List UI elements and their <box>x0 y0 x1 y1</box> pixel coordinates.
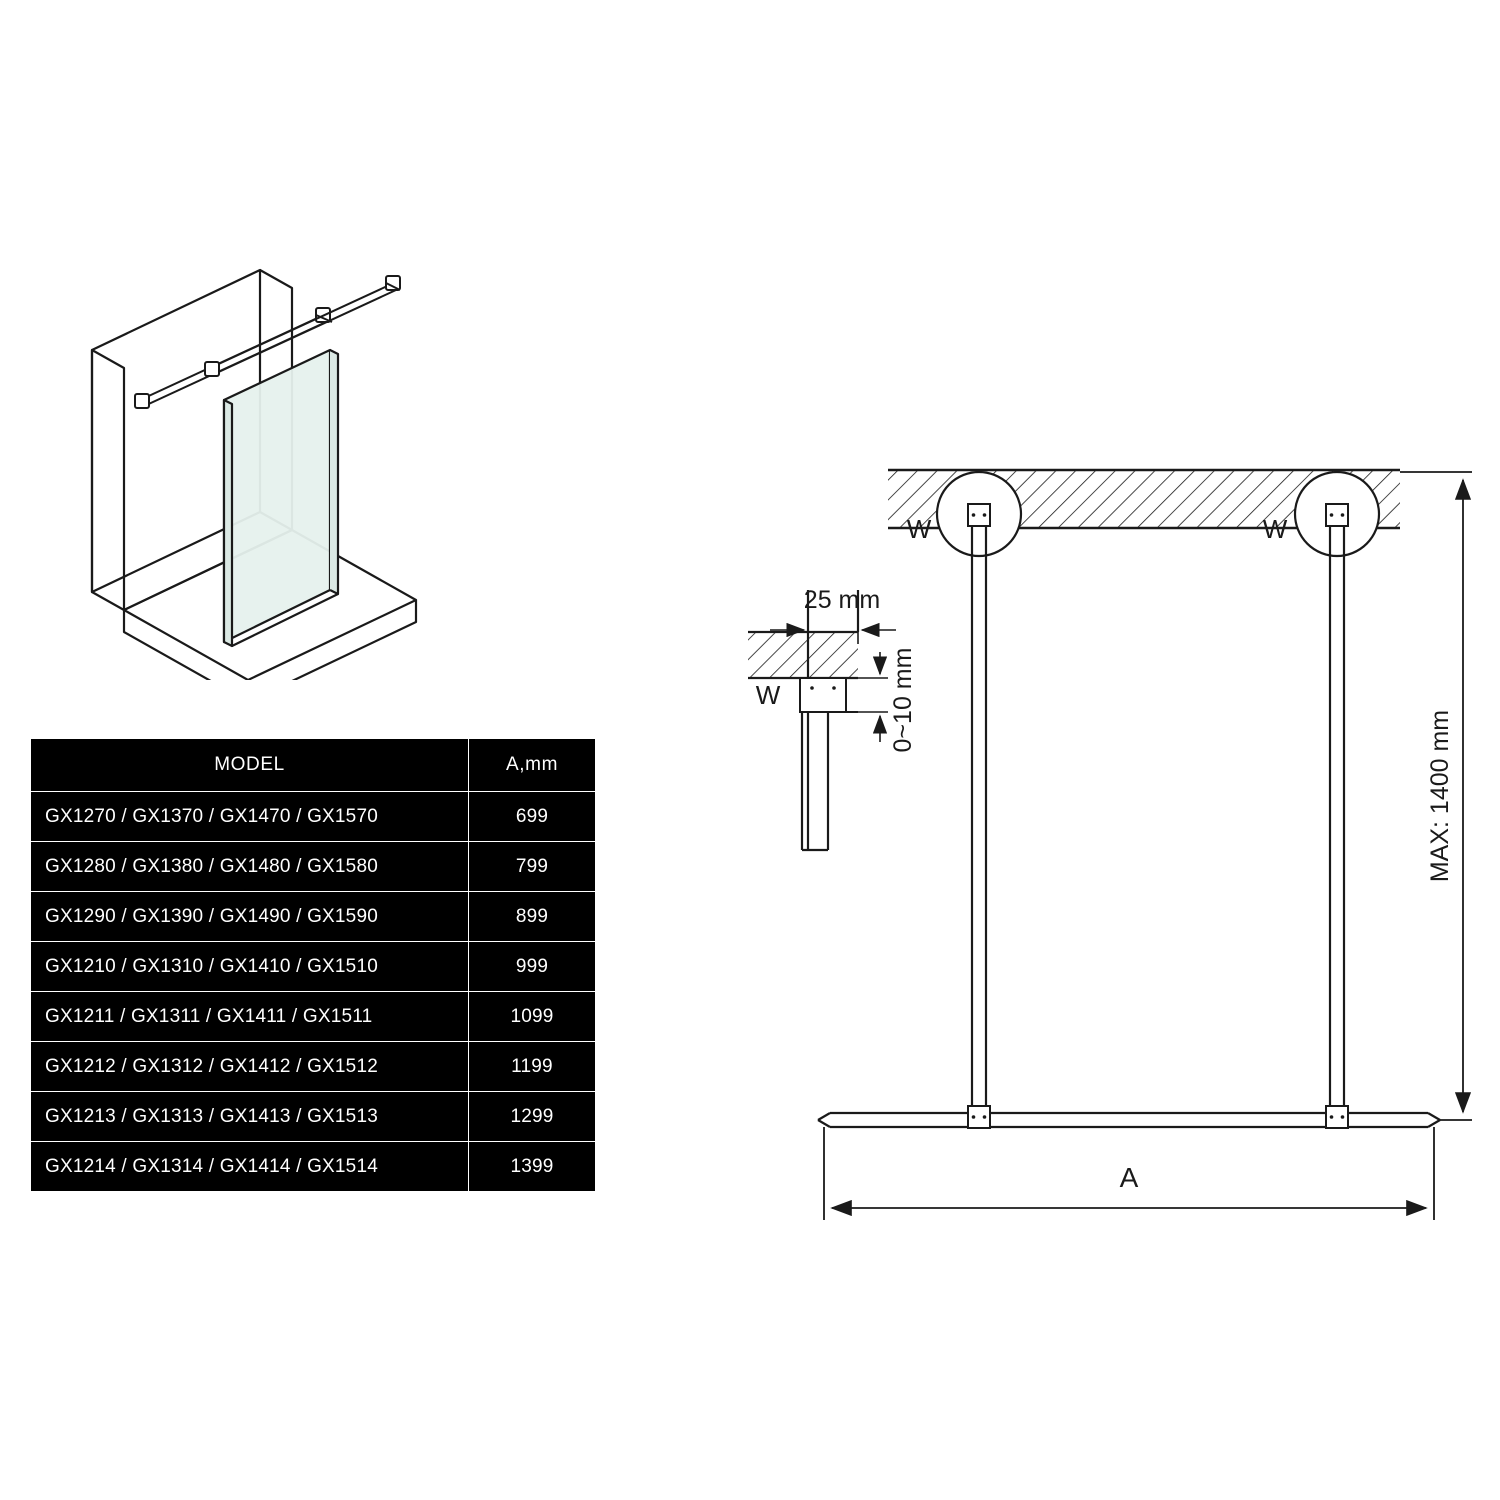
glass-panel <box>224 350 338 646</box>
ceiling-mount-right <box>1295 472 1379 556</box>
thickness-label: 25 mm <box>803 586 881 614</box>
table-row <box>31 892 596 942</box>
wall-label-right: W <box>1262 514 1288 544</box>
cell-a: 999 <box>469 942 596 992</box>
cell-a: 1399 <box>469 1142 596 1192</box>
table-row <box>31 1142 596 1192</box>
cell-a: 699 <box>469 792 596 842</box>
cell-model: GX1213 / GX1313 / GX1413 / GX1513 <box>31 1092 469 1142</box>
cell-model: GX1212 / GX1312 / GX1412 / GX1512 <box>31 1042 469 1092</box>
table-row <box>31 792 596 842</box>
gap-label: 0~10 mm <box>889 647 917 753</box>
column-header-model: MODEL <box>31 739 469 792</box>
cell-model: GX1270 / GX1370 / GX1470 / GX1570 <box>31 792 469 842</box>
wall-label-left: W <box>906 514 932 544</box>
column-header-a: A,mm <box>469 739 596 792</box>
table-row <box>31 842 596 892</box>
width-dimension-label: A <box>1119 1162 1139 1193</box>
height-dimension-label: MAX: 1400 mm <box>1426 709 1454 883</box>
cell-model: GX1210 / GX1310 / GX1410 / GX1510 <box>31 942 469 992</box>
cell-model: GX1211 / GX1311 / GX1411 / GX1511 <box>31 992 469 1042</box>
cell-a: 1199 <box>469 1042 596 1092</box>
cell-a: 1299 <box>469 1092 596 1142</box>
cell-a: 1099 <box>469 992 596 1042</box>
table-row <box>31 942 596 992</box>
bracket-right <box>1326 1106 1348 1128</box>
model-table <box>30 738 596 1192</box>
left-vertical-bar <box>972 528 986 1120</box>
table-row <box>31 1042 596 1092</box>
table-header-row <box>31 739 596 792</box>
cell-model: GX1290 / GX1390 / GX1490 / GX1590 <box>31 892 469 942</box>
support-bar-upper <box>205 276 400 376</box>
side-detail-view <box>748 586 917 850</box>
table-row <box>31 992 596 1042</box>
table-row <box>31 1092 596 1142</box>
isometric-illustration <box>80 250 500 680</box>
wall-label-detail: W <box>755 680 781 710</box>
cell-model: GX1214 / GX1314 / GX1414 / GX1514 <box>31 1142 469 1192</box>
ceiling-mount-left <box>937 472 1021 556</box>
cell-a: 799 <box>469 842 596 892</box>
bracket-left <box>968 1106 990 1128</box>
cell-model: GX1280 / GX1380 / GX1480 / GX1580 <box>31 842 469 892</box>
cell-a: 899 <box>469 892 596 942</box>
technical-drawing <box>700 430 1480 1260</box>
right-vertical-bar <box>1330 528 1344 1120</box>
